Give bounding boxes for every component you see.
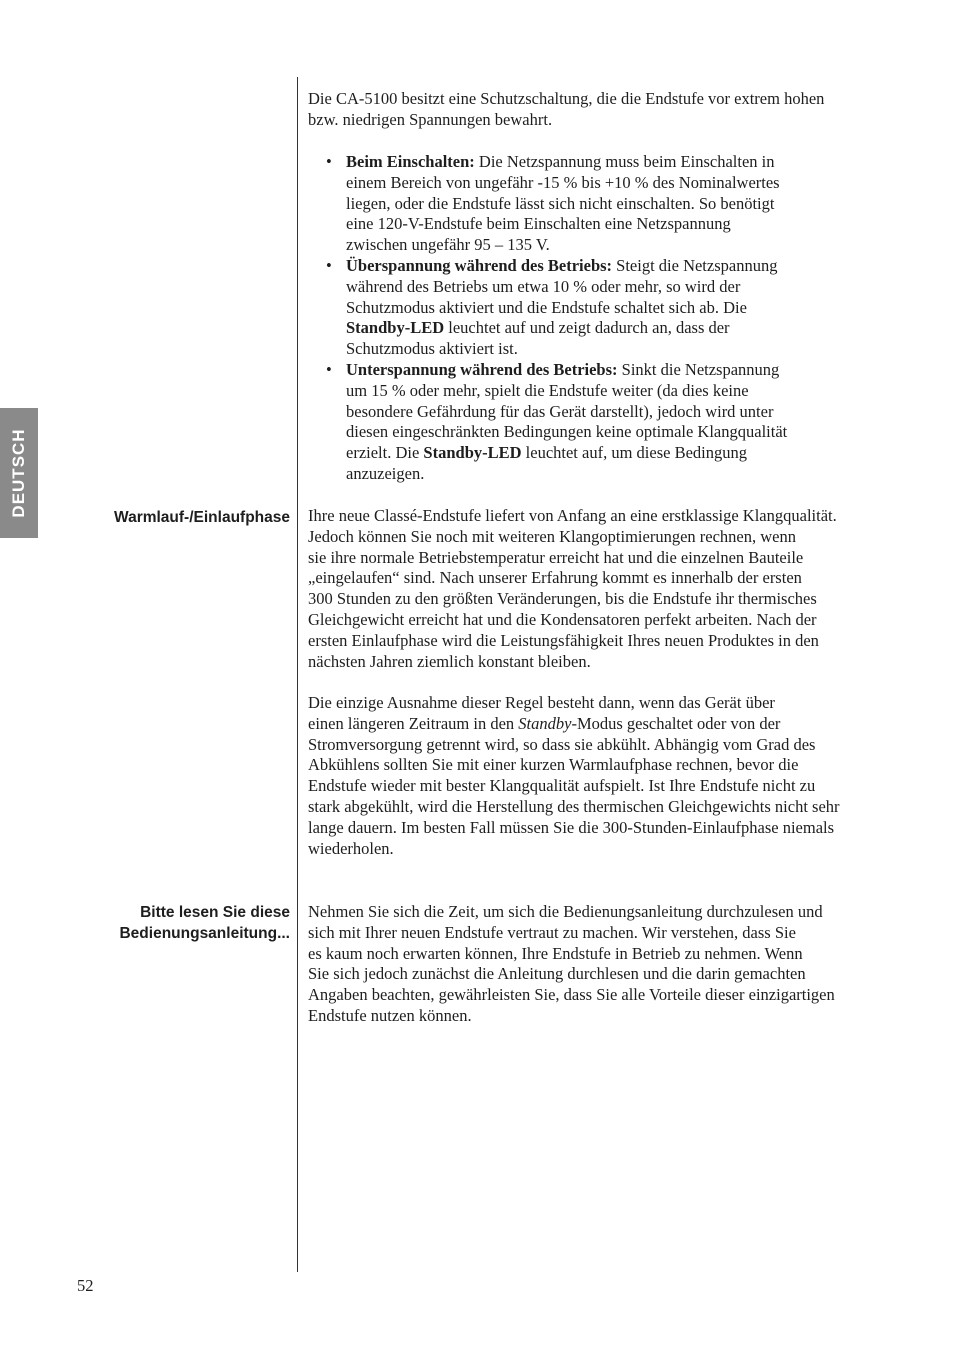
paragraph-line: einen längeren Zeitraum in den — [308, 713, 519, 733]
protection-list — [308, 152, 828, 485]
bullet-symbol: • — [326, 152, 332, 171]
paragraph-line: Stromversorgung getrennt wird, so dass sie abkühlt. Abhängig vom Grad des — [308, 734, 816, 754]
standby-led-term: Standby-LED — [346, 318, 445, 338]
warmup-paragraph-1 — [308, 506, 868, 672]
intro-line: bzw. niedrigen Spannungen bewahrt. — [308, 109, 553, 129]
list-item-text: um 15 % oder mehr, spielt die Endstufe weiter (da dies keine — [346, 380, 749, 400]
list-item-text: erzielt. Die — [346, 443, 424, 463]
list-item-text: Schutzmodus aktiviert ist. — [346, 339, 518, 359]
list-item-text: leuchtet auf und zeigt dadurch an, dass der — [444, 318, 730, 338]
list-item-text: Steigt die Netzspannung — [612, 255, 778, 275]
standby-term: Standby — [518, 713, 572, 733]
list-item-text: Sinkt die Netzspannung — [617, 359, 780, 379]
intro-paragraph — [308, 89, 868, 131]
paragraph-line: Nehmen Sie sich die Zeit, um sich die Bedienungsanleitung durchzulesen und — [308, 902, 823, 921]
section-heading-manual — [119, 902, 290, 944]
list-item-text: liegen, oder die Endstufe lässt sich nicht einschalten. So benötigt — [346, 193, 775, 213]
standby-led-term: Standby-LED — [423, 443, 522, 463]
paragraph-line: lange dauern. Im besten Fall müssen Sie die 300-Stunden-Einlaufphase niemals — [308, 817, 835, 837]
paragraph-line: Die einzige Ausnahme dieser Regel besteht dann, wenn das Gerät über — [308, 693, 775, 712]
paragraph-line: stark abgekühlt, wird die Herstellung des thermischen Gleichgewichts nicht sehr — [308, 796, 840, 816]
paragraph-line: 300 Stunden zu den größten Veränderungen, bis die Endstufe ihr thermisches — [308, 589, 817, 609]
section-heading-warmup — [114, 507, 290, 528]
bullet-symbol: • — [326, 255, 332, 275]
paragraph-line: „eingelaufen“ sind. Nach unserer Erfahrung kommt es innerhalb der ersten — [308, 568, 802, 588]
list-item-text: zwischen ungefähr 95 – 135 V. — [346, 235, 550, 255]
paragraph-line: wiederholen. — [308, 838, 394, 858]
manual-paragraph — [308, 902, 868, 1027]
section-heading-text: Bitte lesen Sie diese — [140, 904, 290, 921]
paragraph-line: Gleichgewicht erreicht hat und die Kondensatoren perfekt arbeiten. Nach der — [308, 609, 817, 629]
list-item-text: einem Bereich von ungefähr -15 % bis +10 % des Nominalwertes — [346, 172, 780, 192]
page-number: 52 — [77, 1276, 94, 1295]
paragraph-line: Abkühlens sollten Sie mit einer kurzen Warmlaufphase rechnen, bevor die — [308, 755, 799, 775]
paragraph-line: Endstufe wieder mit bester Klangqualität aufspielt. Ist Ihre Endstufe nicht zu — [308, 776, 816, 796]
list-item-text: anzuzeigen. — [346, 463, 425, 483]
warmup-paragraph-2 — [308, 693, 868, 859]
paragraph-line: sie ihre normale Betriebstemperatur erreicht hat und die einzelnen Bauteile — [308, 547, 804, 567]
list-item — [308, 152, 828, 256]
language-tab — [0, 408, 38, 538]
paragraph-line: Endstufe nutzen können. — [308, 1005, 472, 1025]
section-heading-text: Warmlauf-/Einlaufphase — [114, 509, 290, 526]
list-item — [308, 360, 828, 485]
column-divider — [297, 77, 298, 1272]
list-item-text: diesen eingeschränkten Bedingungen keine optimale Klangqualität — [346, 422, 788, 442]
list-item — [308, 256, 828, 360]
paragraph-line: Ihre neue Classé-Endstufe liefert von Anfang an eine erstklassige Klangqualität. — [308, 506, 837, 525]
list-item-text: eine 120-V-Endstufe beim Einschalten eine Netzspannung — [346, 214, 731, 234]
section-heading-text: Bedienungsanleitung... — [119, 925, 290, 942]
list-item-text: Schutzmodus aktiviert und die Endstufe schaltet sich ab. Die — [346, 297, 747, 317]
list-item-title: Unterspannung während des Betriebs: — [346, 359, 618, 379]
list-item-text: leuchtet auf, um diese Bedingung — [521, 443, 747, 463]
list-item-title: Überspannung während des Betriebs: — [346, 255, 613, 275]
paragraph-line: Sie sich jedoch zunächst die Anleitung durchlesen und die darin gemachten — [308, 964, 806, 984]
bullet-symbol: • — [326, 359, 332, 379]
list-item-title: Beim Einschalten: — [346, 152, 475, 171]
paragraph-line: sich mit Ihrer neuen Endstufe vertraut zu machen. Wir verstehen, dass Sie — [308, 922, 796, 942]
paragraph-line: Jedoch können Sie noch mit weiteren Klangoptimierungen rechnen, wenn — [308, 526, 796, 546]
intro-line: Die CA-5100 besitzt eine Schutzschaltung, die die Endstufe vor extrem hohen — [308, 89, 825, 108]
list-item-text: Die Netzspannung muss beim Einschalten in — [474, 152, 775, 171]
paragraph-line: ersten Einlaufphase wird die Leistungsfähigkeit Ihres neuen Produktes in den — [308, 630, 819, 650]
paragraph-line: es kaum noch erwarten können, Ihre Endstufe in Betrieb zu nehmen. Wenn — [308, 943, 803, 963]
list-item-text: während des Betriebs um etwa 10 % oder mehr, so wird der — [346, 276, 741, 296]
language-tab-label: DEUTSCH — [9, 428, 28, 518]
paragraph-line: nächsten Jahren ziemlich konstant bleiben. — [308, 651, 591, 671]
paragraph-line: Angaben beachten, gewährleisten Sie, dass Sie alle Vorteile dieser einzigartigen — [308, 985, 835, 1005]
paragraph-line: -Modus geschaltet oder von der — [571, 713, 781, 733]
list-item-text: besondere Gefährdung für das Gerät darstellt), jedoch wird unter — [346, 401, 774, 421]
